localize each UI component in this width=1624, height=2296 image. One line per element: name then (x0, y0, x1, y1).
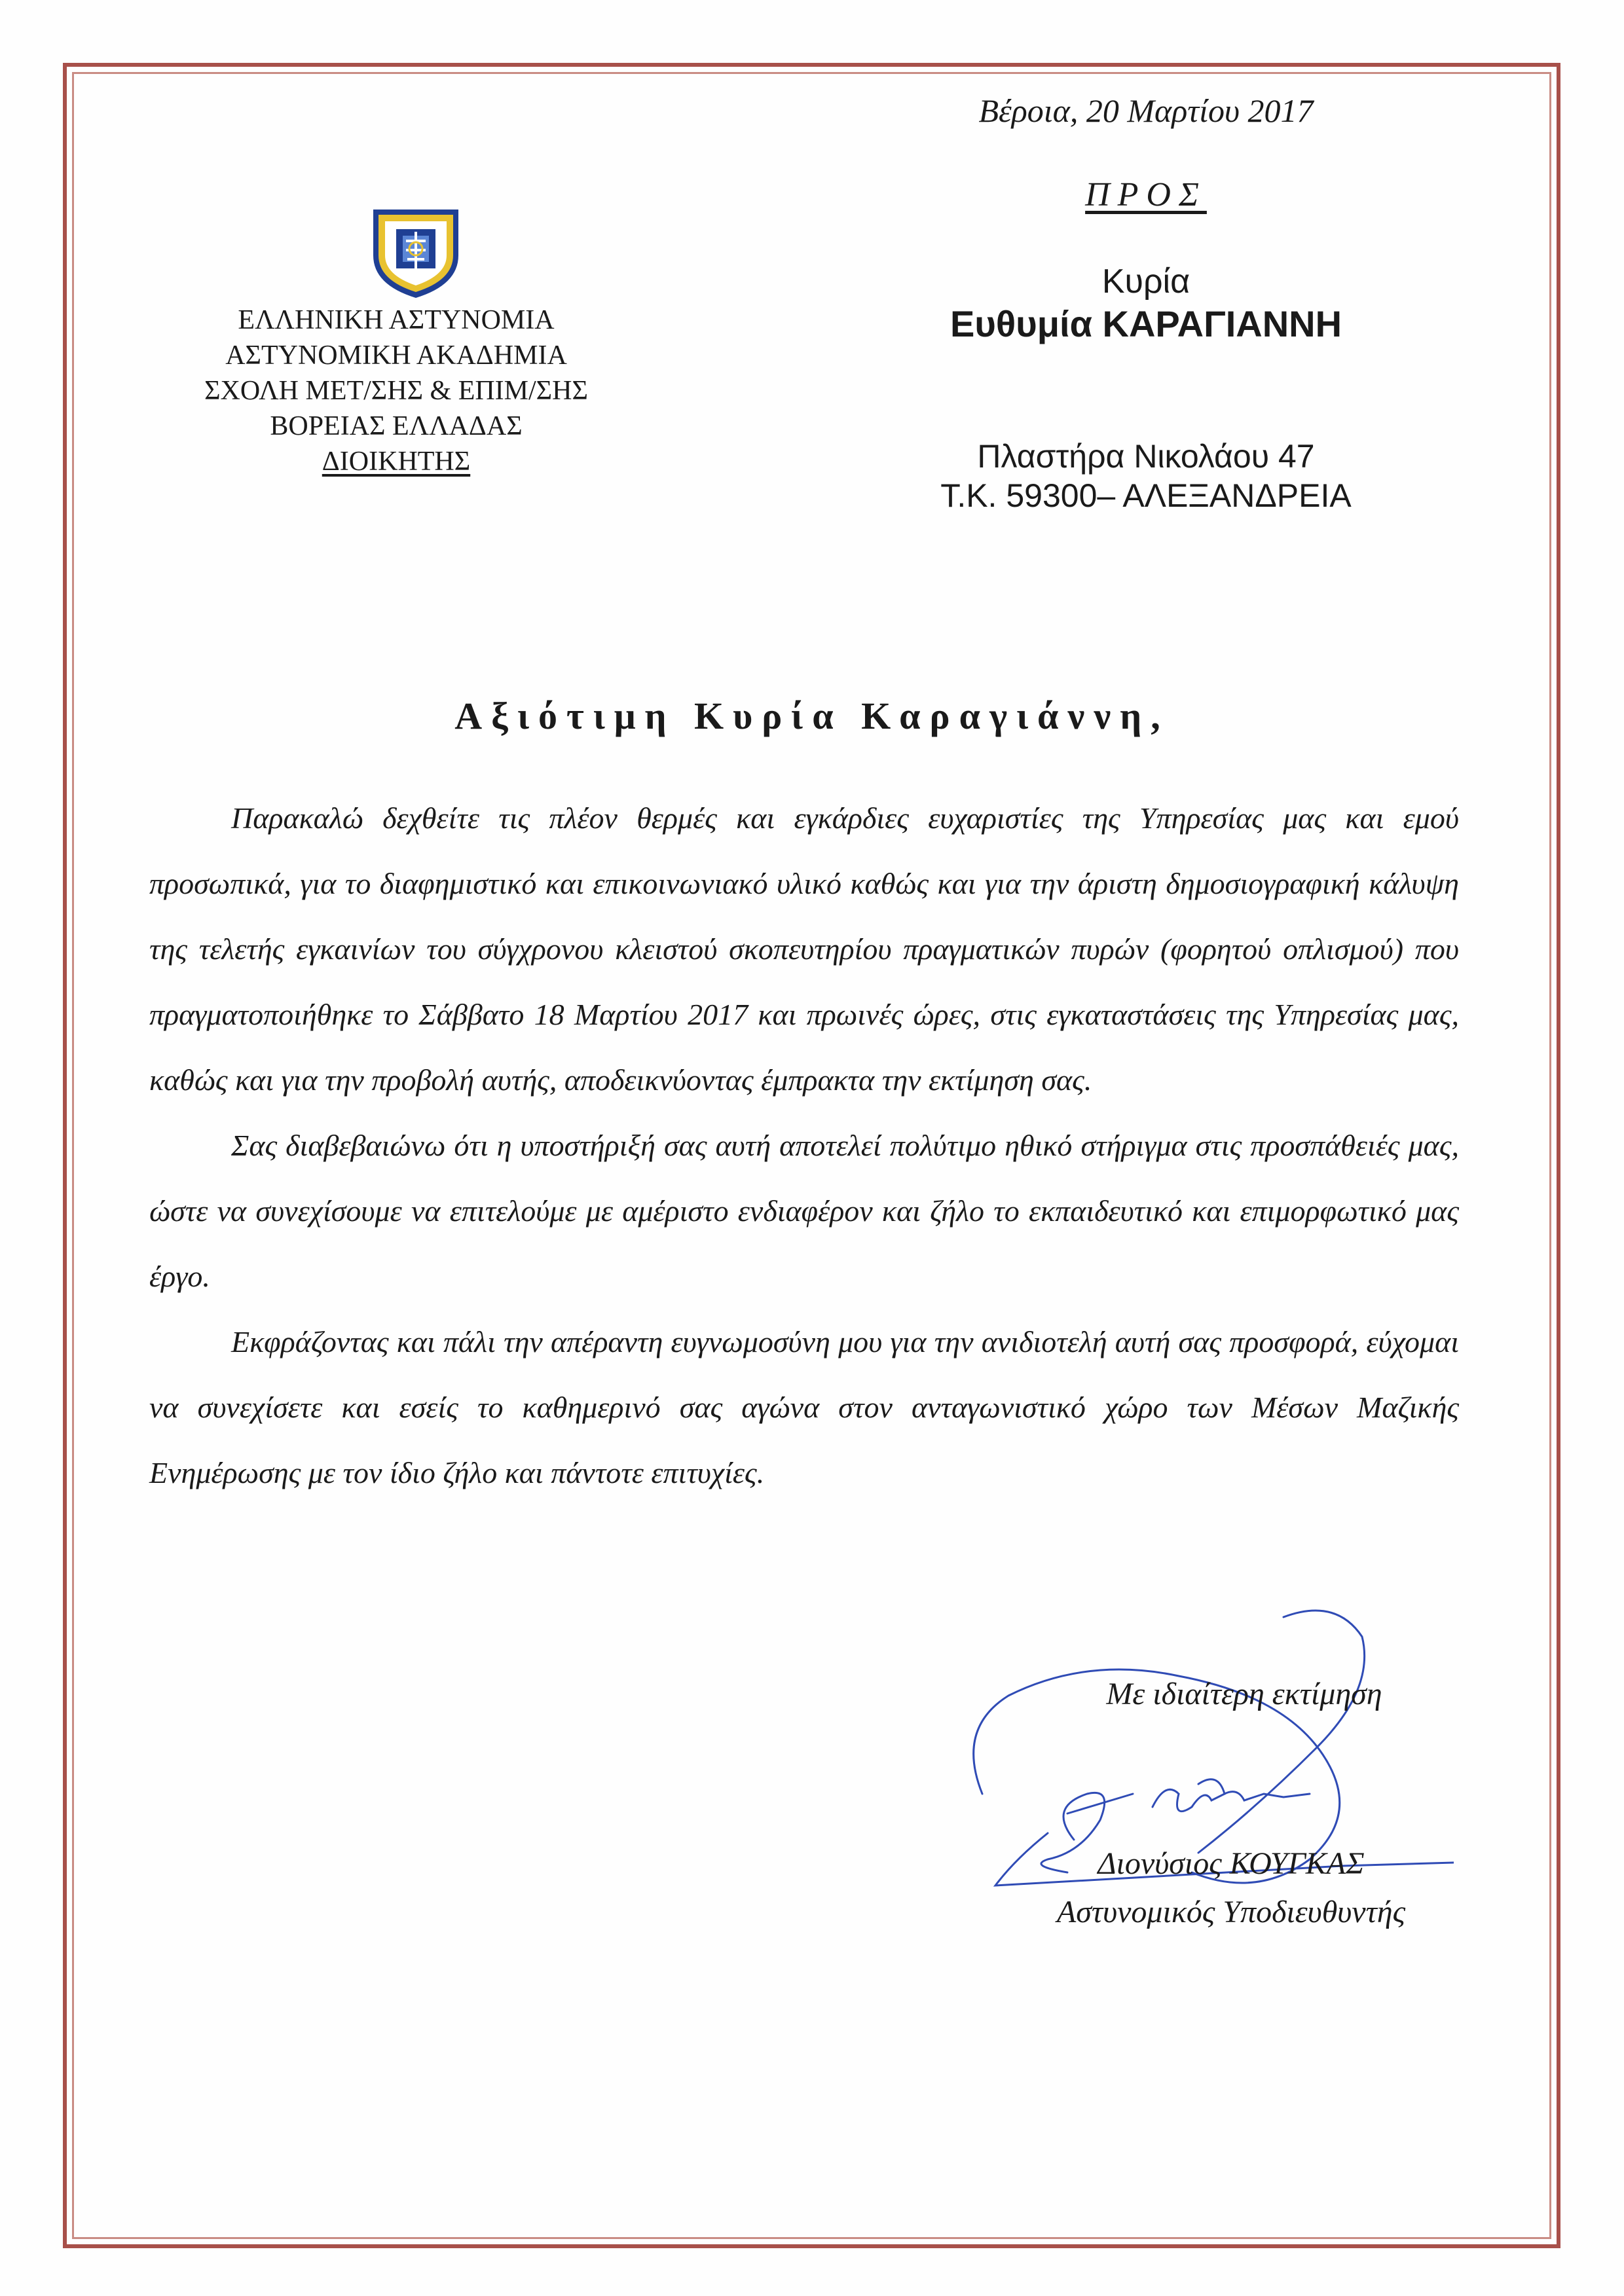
sender-header (138, 302, 655, 479)
signatory-name: Διονύσιος ΚΟΥΓΚΑΣ (1098, 1846, 1365, 1881)
letter-date: Βέροια, 20 Μαρτίου 2017 (978, 92, 1314, 129)
salutation: Αξιότιμη Κυρία Καραγιάννη, (454, 695, 1170, 737)
paragraph-3: Εκφράζοντας και πάλι την απέραντη ευγνωμοσύνη μου για την ανιδιοτελή αυτή σας προσφορά, εύχομαι να συνεχίσετε και εσείς το καθημερινό σας αγώνα στον ανταγωνιστικό χώρο των Μέσων Μαζικής Ενημέρωσης με τον ίδιο ζήλο και πάντοτε επιτυχίες. (149, 1325, 1459, 1489)
letter-body (149, 786, 1459, 1506)
signatory-block (1002, 1840, 1460, 1937)
police-emblem-icon (367, 203, 465, 301)
paragraph-1: Παρακαλώ δεχθείτε τις πλέον θερμές και εγκάρδιες ευχαριστίες της Υπηρεσίας μας και εμού προσωπικά, για το διαφημιστικό και επικοινωνιακό υλικό καθώς και για την άριστη δημοσιογραφική κάλυψη της τελετής εγκαινίων του σύγχρονου κλειστού σκοπευτηρίου πραγματικών πυρών (φορητού οπλισμού) που πραγματοποιήθηκε το Σάββατο 18 Μαρτίου 2017 και πρωινές ώρες, στις εγκαταστάσεις της Υπηρεσίας μας, καθώς και για την προβολή αυτής, αποδεικνύοντας έμπρακτα την εκτίμηση σας. (149, 801, 1459, 1097)
signatory-rank: Αστυνομικός Υποδιευθυντής (1056, 1895, 1406, 1929)
sender-line-3: ΣΧΟΛΗ ΜΕΤ/ΣΗΣ & ΕΠΙΜ/ΣΗΣ (204, 376, 588, 406)
recipient-address-street: Πλαστήρα Νικολάου 47 (977, 438, 1315, 475)
recipient-address-postal: Τ.Κ. 59300– ΑΛΕΞΑΝΔΡΕΙΑ (940, 477, 1352, 514)
sender-line-2: ΑΣΤΥΝΟΜΙΚΗ ΑΚΑΔΗΜΙΑ (225, 340, 567, 371)
to-label: ΠΡΟΣ (1085, 176, 1207, 213)
paragraph-2: Σας διαβεβαιώνω ότι η υποστήριξή σας αυτή αποτελεί πολύτιμο ηθικό στήριγμα στις προσπάθειές μας, ώστε να συνεχίσουμε να επιτελούμε με αμέριστο ενδιαφέρον και ζήλο το εκπαιδευτικό και επιμορφωτικό μας έργο. (149, 1129, 1459, 1293)
sender-line-5: ΔΙΟΙΚΗΤΗΣ (322, 446, 471, 477)
recipient-name: Ευθυμία ΚΑΡΑΓΙΑΝΝΗ (950, 303, 1342, 344)
sender-line-1: ΕΛΛΗΝΙΚΗ ΑΣΤΥΝΟΜΙΑ (238, 305, 555, 335)
recipient-title: Κυρία (1101, 263, 1190, 301)
closing-phrase: Με ιδιαίτερη εκτίμηση (1106, 1677, 1382, 1711)
sender-line-4: ΒΟΡΕΙΑΣ ΕΛΛΑΔΑΣ (270, 411, 523, 441)
